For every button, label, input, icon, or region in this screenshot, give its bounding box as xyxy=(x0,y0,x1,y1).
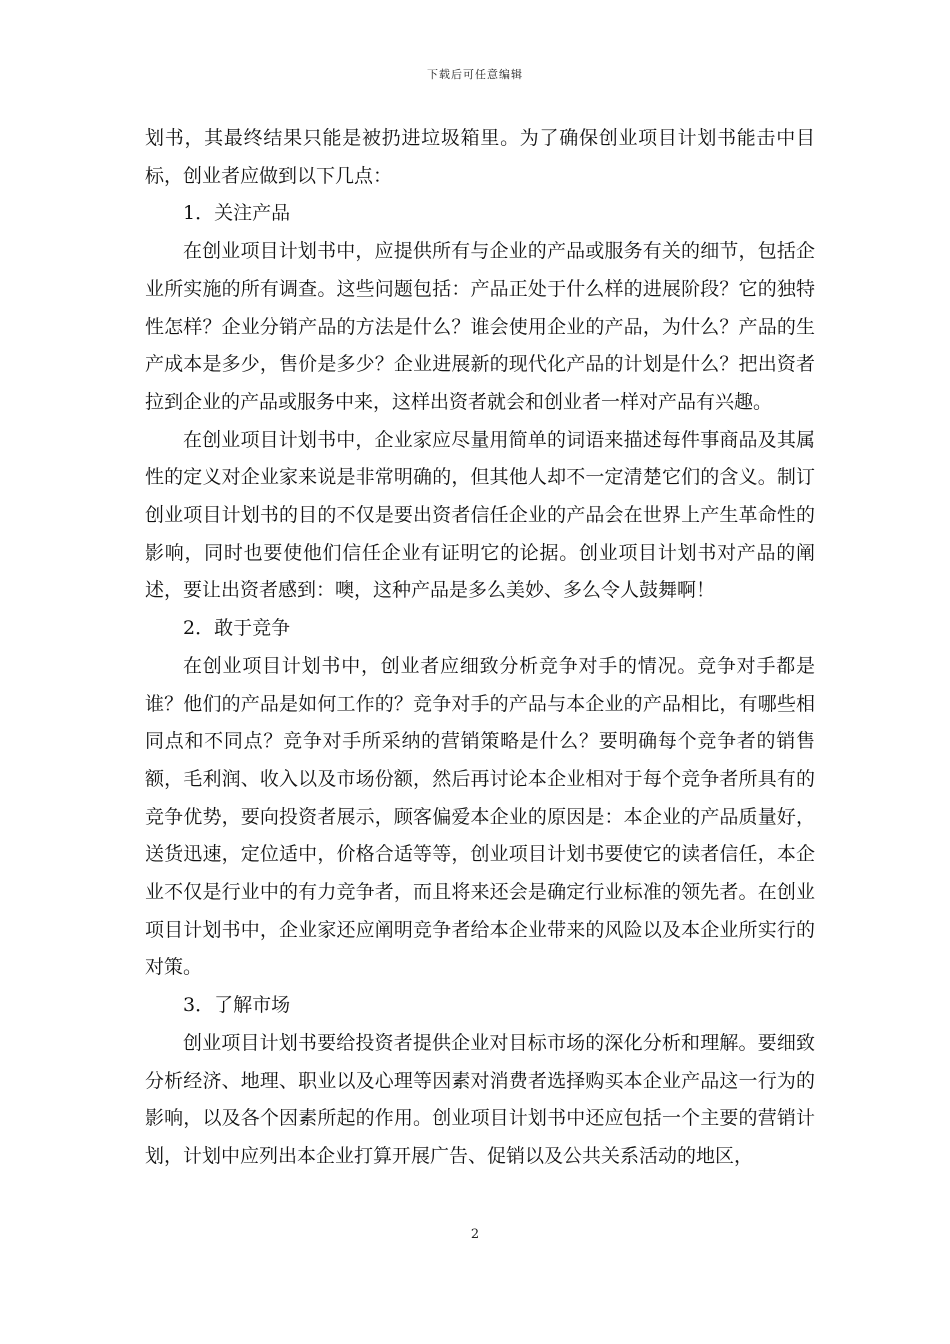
page-header: 下载后可任意编辑 xyxy=(427,68,523,81)
paragraph: 在创业项目计划书中，企业家应尽量用简单的词语来描述每件事商品及其属性的定义对企业家来说是非常明确的，但其他人却不一定清楚它们的含义。制订创业项目计划书的目的不仅是要出资者信任企业的产品会在世界上产生革命性的影响，同时也要使他们信任企业有证明它的论据。创业项目计划书对产品的阐述，要让出资者感到：噢，这种产品是多么美妙、多么令人鼓舞啊！ xyxy=(145,428,815,602)
section-heading-2: 2．敢于竞争 xyxy=(183,617,291,640)
paragraph: 在创业项目计划书中，应提供所有与企业的产品或服务有关的细节，包括企业所实施的所有调查。这些问题包括：产品正处于什么样的进展阶段？它的独特性怎样？企业分销产品的方法是什么？谁会使用企业的产品，为什么？产品的生产成本是多少，售价是多少？企业进展新的现代化产品的计划是什么？把出资者拉到企业的产品或服务中来，这样出资者就会和创业者一样对产品有兴趣。 xyxy=(145,240,815,413)
section-heading-1: 1．关注产品 xyxy=(183,202,291,225)
paragraph: 划书，其最终结果只能是被扔进垃圾箱里。为了确保创业项目计划书能击中目标，创业者应做到以下几点： xyxy=(145,127,815,187)
page-number: 2 xyxy=(470,1227,480,1242)
paragraph: 创业项目计划书要给投资者提供企业对目标市场的深化分析和理解。要细致分析经济、地理、职业以及心理等因素对消费者选择购买本企业产品这一行为的影响，以及各个因素所起的作用。创业项目计划书中还应包括一个主要的营销计划，计划中应列出本企业打算开展广告、促销以及公共关系活动的地区， xyxy=(145,1031,815,1167)
paragraph: 在创业项目计划书中，创业者应细致分析竞争对手的情况。竞争对手都是谁？他们的产品是如何工作的？竞争对手的产品与本企业的产品相比，有哪些相同点和不同点？竞争对手所采纳的营销策略是什么？要明确每个竞争者的销售额，毛利润、收入以及市场份额，然后再讨论本企业相对于每个竞争者所具有的竞争优势，要向投资者展示，顾客偏爱本企业的原因是：本企业的产品质量好，送货迅速，定位适中，价格合适等等，创业项目计划书要使它的读者信任，本企业不仅是行业中的有力竞争者，而且将来还会是确定行业标准的领先者。在创业项目计划书中，企业家还应阐明竞争者给本企业带来的风险以及本企业所实行的对策。 xyxy=(145,654,815,979)
section-heading-3: 3．了解市场 xyxy=(183,994,291,1017)
document-body xyxy=(145,120,815,1176)
